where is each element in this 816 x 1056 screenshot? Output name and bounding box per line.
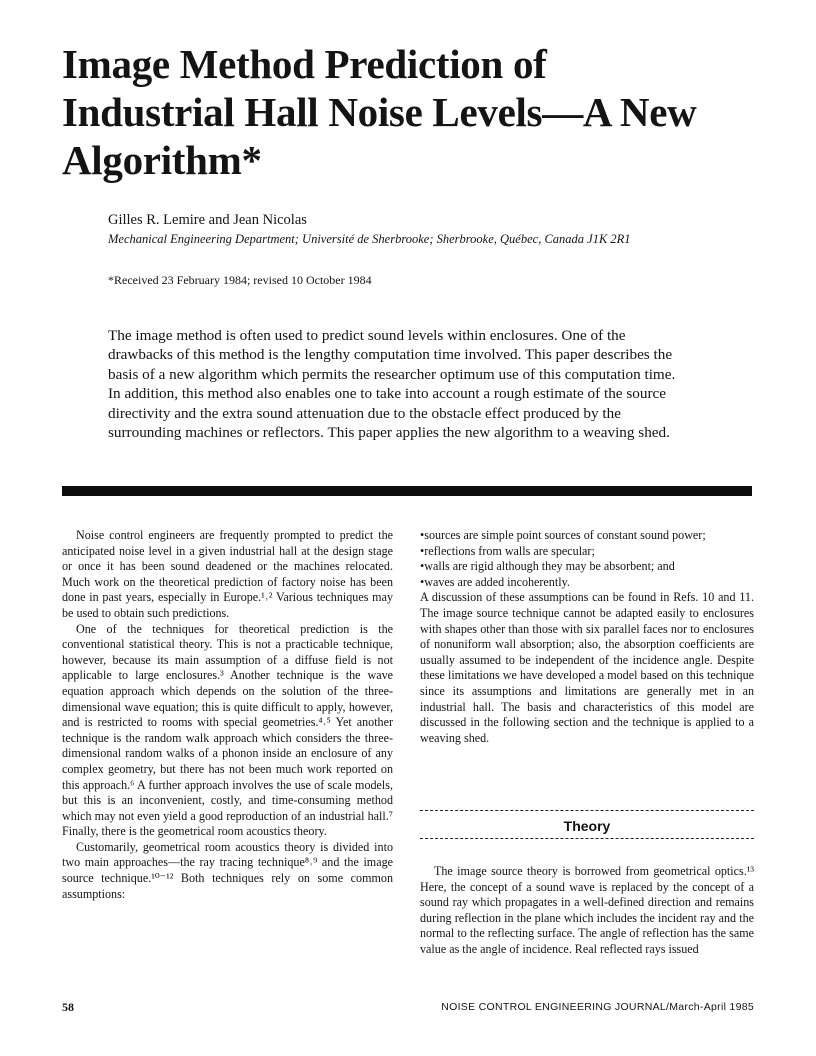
list-item: • walls are rigid although they may be absorbent; and <box>420 559 754 575</box>
right-column <box>420 528 754 746</box>
theory-text <box>420 864 754 958</box>
heading-rule <box>420 810 754 811</box>
authors: Gilles R. Lemire and Jean Nicolas <box>108 212 307 228</box>
affiliation: Mechanical Engineering Department; Université de Sherbrooke; Sherbrooke, Québec, Canada J1K 2R1 <box>108 232 631 246</box>
section-heading-theory <box>420 808 754 842</box>
list-item: • sources are simple point sources of constant sound power; <box>420 528 754 544</box>
body-paragraph: The image source theory is borrowed from geometrical optics.¹³ Here, the concept of a sound wave is replaced by the concept of a sound ray which propagates in a well-defined direction and remains during reflection in the plane which includes the incident ray and the normal to the reflecting surface. The angle of reflection has the same value as the angle of incidence. Real reflected rays issued <box>420 864 754 956</box>
title-line: Image Method Prediction of <box>62 41 547 87</box>
body-paragraph: A discussion of these assumptions can be found in Refs. 10 and 11. The image source technique cannot be adapted easily to enclosures with shapes other than those with six parallel faces nor to enclosures of nonuniform wall absorption; also, the absorption coefficients are usually assumed to be independent of the incidence angle. Despite these limitations we have developed a model based on this technique since its assumptions and limitations are generally met in an industrial hall. The basis and characteristics of this model are discussed in the following section and the technique is applied to a weaving shed. <box>420 590 754 745</box>
article-title <box>62 40 782 184</box>
section-heading-label: Theory <box>563 818 611 834</box>
list-item: • reflections from walls are specular; <box>420 544 754 560</box>
section-divider-bar <box>62 486 752 496</box>
title-line: Algorithm* <box>62 137 262 183</box>
title-line: Industrial Hall Noise Levels—A New <box>62 89 697 135</box>
left-column <box>62 528 393 902</box>
page-number: 58 <box>62 1000 74 1014</box>
assumption-list <box>420 528 754 590</box>
body-paragraph: Customarily, geometrical room acoustics theory is divided into two main approaches—the ray tracing technique⁸˒⁹ and the image source technique.¹⁰⁻¹² Both techniques rely on some common assumptions: <box>62 839 393 901</box>
body-paragraph: Noise control engineers are frequently prompted to predict the anticipated noise level in a given industrial hall at the design stage or once it has been sound deadened or the machines relocated. Much work on the theoretical prediction of factory noise has been done in past years, especially in Europe.¹˒² Various techniques may be used to obtain such predictions. <box>62 528 393 620</box>
list-item: • waves are added incoherently. <box>420 575 754 591</box>
received-date: *Received 23 February 1984; revised 10 October 1984 <box>108 273 372 287</box>
body-paragraph: One of the techniques for theoretical prediction is the conventional statistical theory. This is not a practicable technique, however, because its main assumption of a diffuse field is not applicable to large enclosures.³ Another technique is the wave equation approach which depends on the solution of the three-dimensional wave equation; this is quite difficult to apply, however, and is restricted to rooms with special geometries.⁴˒⁵ Yet another technique is the random walk approach which considers the three-dimensional random walks of a phonon inside an enclosure of any complex geometry, but there has not been much work reported on this approach.⁶ A further approach involves the use of scale models, but this is an inconvenient, costly, and time-consuming method which may not even yield a good reproduction of an industrial hall.⁷ Finally, there is the geometrical room acoustics theory. <box>62 621 393 839</box>
journal-footer: NOISE CONTROL ENGINEERING JOURNAL/March-April 1985 <box>441 1001 754 1013</box>
heading-rule <box>420 838 754 839</box>
abstract: The image method is often used to predict sound levels within enclosures. One of the drawbacks of this method is the lengthy computation time involved. This paper describes the basis of a new algorithm which permits the researcher optimum use of this computation time. In addition, this method also enables one to take into account a rough estimate of the source directivity and the extra sound attenuation due to the obstacle effect produced by the surrounding machines or reflectors. This paper applies the new algorithm to a weaving shed. <box>108 327 676 442</box>
